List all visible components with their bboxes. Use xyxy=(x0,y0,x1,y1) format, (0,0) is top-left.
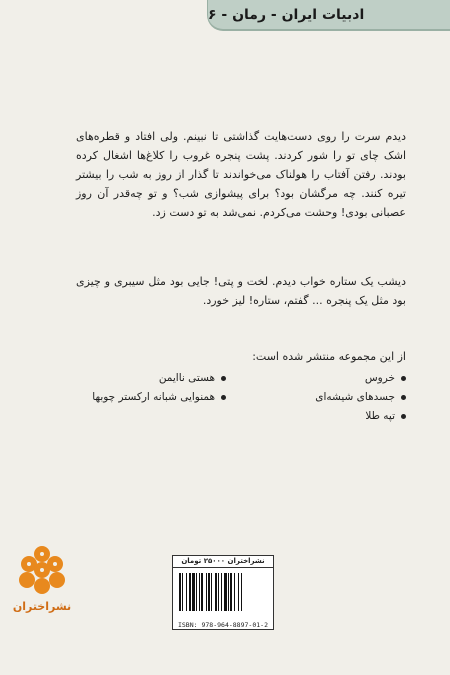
book-item: تپه طلا xyxy=(256,409,406,424)
barcode-bar xyxy=(230,573,232,611)
book-item: جسدهای شیشه‌ای xyxy=(256,390,406,405)
barcode-bar xyxy=(215,573,217,611)
barcode-bar xyxy=(186,573,187,611)
barcode-bar xyxy=(201,573,203,611)
barcode-bar xyxy=(182,573,183,611)
barcode-bar xyxy=(199,573,200,611)
series-label: ادبیات ایران - رمان - ۶ xyxy=(207,0,450,31)
barcode-bar xyxy=(234,573,235,611)
book-item: هستی ناایمن xyxy=(76,371,226,386)
publisher-logo-icon xyxy=(16,544,68,600)
bullet-icon xyxy=(221,376,226,381)
barcode-bar xyxy=(211,573,212,611)
barcode-bar xyxy=(218,573,219,611)
back-cover-paragraph-2: دیشب یک ستاره خواب دیدم. لخت و پتی! جایی بود مثل سیبری و چیزی بود مثل یک پنجره ... گفتم، ستاره! لیز خورد. xyxy=(76,275,406,307)
back-cover-paragraph-1: دیدم سرت را روی دست‌هایت گذاشتی تا نبینم. ولی افتاد و قطره‌های اشک چای تو را شور کردند. پشت پنجره غروب را کلاغ‌ها اشغال کرده بودند. رفتن آفتاب را هولناک می‌خواندند تا گذار از روز به شب را بیشتر تیره کنند. چه مرگشان بود؟ برای پیشوازی شب؟ و تو چه‌قدر آن روز عصبانی بودی! وحشت می‌کردم. نمی‌شد به تو دست زد. xyxy=(76,130,406,219)
collection-intro: از این مجموعه منتشر شده است: xyxy=(252,350,406,363)
bullet-icon xyxy=(221,395,226,400)
price-label: نشراختران ۲۵۰۰۰ تومان xyxy=(173,556,273,568)
barcode-bar xyxy=(189,573,191,611)
bullet-icon xyxy=(401,414,406,419)
barcode-bar xyxy=(196,573,197,611)
barcode-bar xyxy=(224,573,227,611)
bullet-icon xyxy=(401,395,406,400)
book-item: خروس xyxy=(256,371,406,386)
book-item: همنوایی شبانه ارکستر چوبها xyxy=(76,390,226,405)
barcode-icon xyxy=(173,568,273,615)
book-list xyxy=(76,371,406,424)
barcode-sticker xyxy=(172,555,274,630)
barcode-bar xyxy=(241,573,242,611)
barcode-bar xyxy=(228,573,229,611)
barcode-bar xyxy=(208,573,210,611)
bullet-icon xyxy=(401,376,406,381)
publisher-name: نشراختران xyxy=(12,600,72,613)
barcode-bar xyxy=(206,573,207,611)
barcode-bar xyxy=(179,573,181,611)
barcode-bar xyxy=(238,573,239,611)
barcode-bar xyxy=(192,573,195,611)
isbn-number: ISBN: 978-964-8897-01-2 xyxy=(177,621,268,629)
barcode-bar xyxy=(221,573,222,611)
